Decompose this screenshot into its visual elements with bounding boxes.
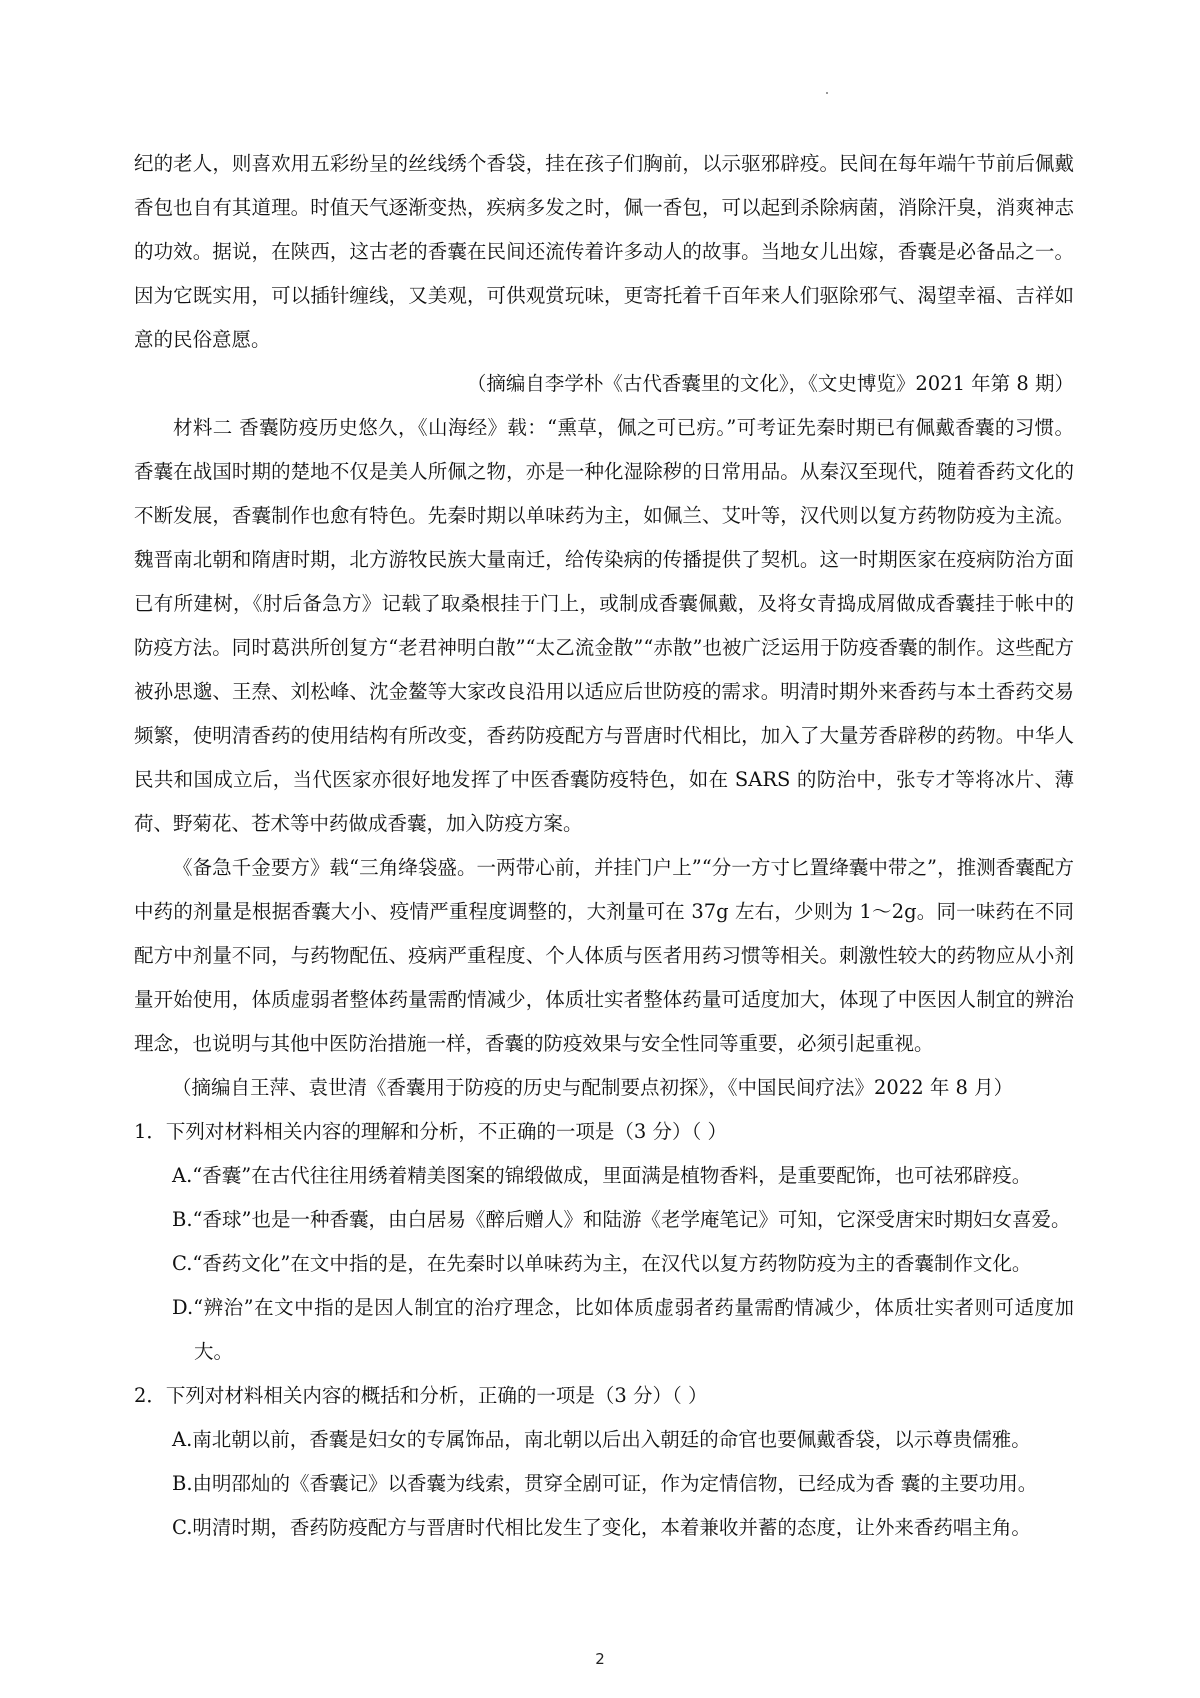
option-b: B.由明邵灿的《香囊记》以香囊为线索，贯穿全剧可证，作为定情信物，已经成为香 囊的主要功用。: [172, 1472, 1038, 1495]
source-citation-one: （摘编自李学朴《古代香囊里的文化》，《文史博览》2021 年第 8 期）: [466, 372, 1074, 395]
paragraph-material-two: 材料二 香囊防疫历史悠久，《山海经》载：“熏草，佩之可已疠。”可考证先秦时期已有佩戴香囊的习惯。香囊在战国时期的楚地不仅是美人所佩之物，亦是一种化湿除秽的日常用品。从秦汉至现代，随着香药文化的不断发展，香囊制作也愈有特色。先秦时期以单味药为主，如佩兰、艾叶等，汉代则以复方药物防疫为主流。魏晋南北朝和隋唐时期，北方游牧民族大量南迁，给传染病的传播提供了契机。这一时期医家在疫病防治方面已有所建树，《肘后备急方》记载了取桑根挂于门上，或制成香囊佩戴，及将女青捣成屑做成香囊挂于帐中的防疫方法。同时葛洪所创复方“老君神明白散”“太乙流金散”“赤散”也被广泛运用于防疫香囊的制作。这些配方被孙思邈、王焘、刘松峰、沈金鳌等大家改良沿用以适应后世防疫的需求。明清时期外来香药与本土香药交易频繁，使明清香药的使用结构有所改变，香药防疫配方与晋唐时代相比，加入了大量芳香辟秽的药物。中华人民共和国成立后，当代医家亦很好地发挥了中医香囊防疫特色，如在 SARS 的防治中，张专才等将冰片、薄荷、野菊花、苍术等中药做成香囊，加入防疫方案。: [134, 416, 1074, 835]
question-1: [134, 1110, 1074, 1374]
option-c: C.明清时期，香药防疫配方与晋唐时代相比发生了变化，本着兼收并蓄的态度，让外来香药唱主角。: [172, 1516, 1031, 1539]
option-a: A.南北朝以前，香囊是妇女的专属饰品，南北朝以后出入朝廷的命官也要佩戴香袋，以示尊贵儒雅。: [172, 1428, 1031, 1451]
document-body: [134, 142, 1074, 1550]
question-stem: 1．下列对材料相关内容的理解和分析，不正确的一项是（3 分）（ ）: [134, 1120, 727, 1143]
paragraph-material-one-end: 纪的老人，则喜欢用五彩纷呈的丝线绣个香袋，挂在孩子们胸前，以示驱邪辟疫。民间在每年端午节前后佩戴香包也自有其道理。时值天气逐渐变热，疾病多发之时，佩一香包，可以起到杀除病菌，消除汗臭，消爽神志的功效。据说，在陕西，这古老的香囊在民间还流传着许多动人的故事。当地女儿出嫁，香囊是必备品之一。因为它既实用，可以插针缠线，又美观，可供观赏玩味，更寄托着千百年来人们驱除邪气、渴望幸福、吉祥如意的民俗意愿。: [134, 152, 1074, 351]
option-d: D.“辨治”在文中指的是因人制宜的治疗理念，比如体质虚弱者药量需酌情减少，体质壮实者则可适度加大。: [172, 1296, 1074, 1363]
option-a: A.“香囊”在古代往往用绣着精美图案的锦缎做成，里面满是植物香料，是重要配饰，也可祛邪辟疫。: [172, 1164, 1032, 1187]
question-2: [134, 1374, 1074, 1550]
option-b: B.“香球”也是一种香囊，由白居易《醉后赠人》和陆游《老学庵笔记》可知，它深受唐宋时期妇女喜爱。: [172, 1208, 1071, 1231]
scan-dot: [826, 92, 828, 94]
page-number: 2: [595, 1650, 605, 1668]
paragraph-material-two-dosage: 《备急千金要方》载“三角绛袋盛。一两带心前，并挂门户上”“分一方寸匕置绛囊中带之”，推测香囊配方中药的剂量是根据香囊大小、疫情严重程度调整的，大剂量可在 37g 左右，少则为 1～2g。同一味药在不同配方中剂量不同，与药物配伍、疫病严重程度、个人体质与医者用药习惯等相关。刺激性较大的药物应从小剂量开始使用，体质虚弱者整体药量需酌情减少，体质壮实者整体药量可适度加大，体现了中医因人制宜的辨治理念，也说明与其他中医防治措施一样，香囊的防疫效果与安全性同等重要，必须引起重视。: [134, 856, 1074, 1055]
source-citation-two: （摘编自王萍、袁世清《香囊用于防疫的历史与配制要点初探》，《中国民间疗法》2022 年 8 月）: [172, 1076, 1014, 1099]
question-stem: 2．下列对材料相关内容的概括和分析，正确的一项是（3 分）（ ）: [134, 1384, 708, 1407]
option-c: C.“香药文化”在文中指的是，在先秦时以单味药为主，在汉代以复方药物防疫为主的香囊制作文化。: [172, 1252, 1032, 1275]
